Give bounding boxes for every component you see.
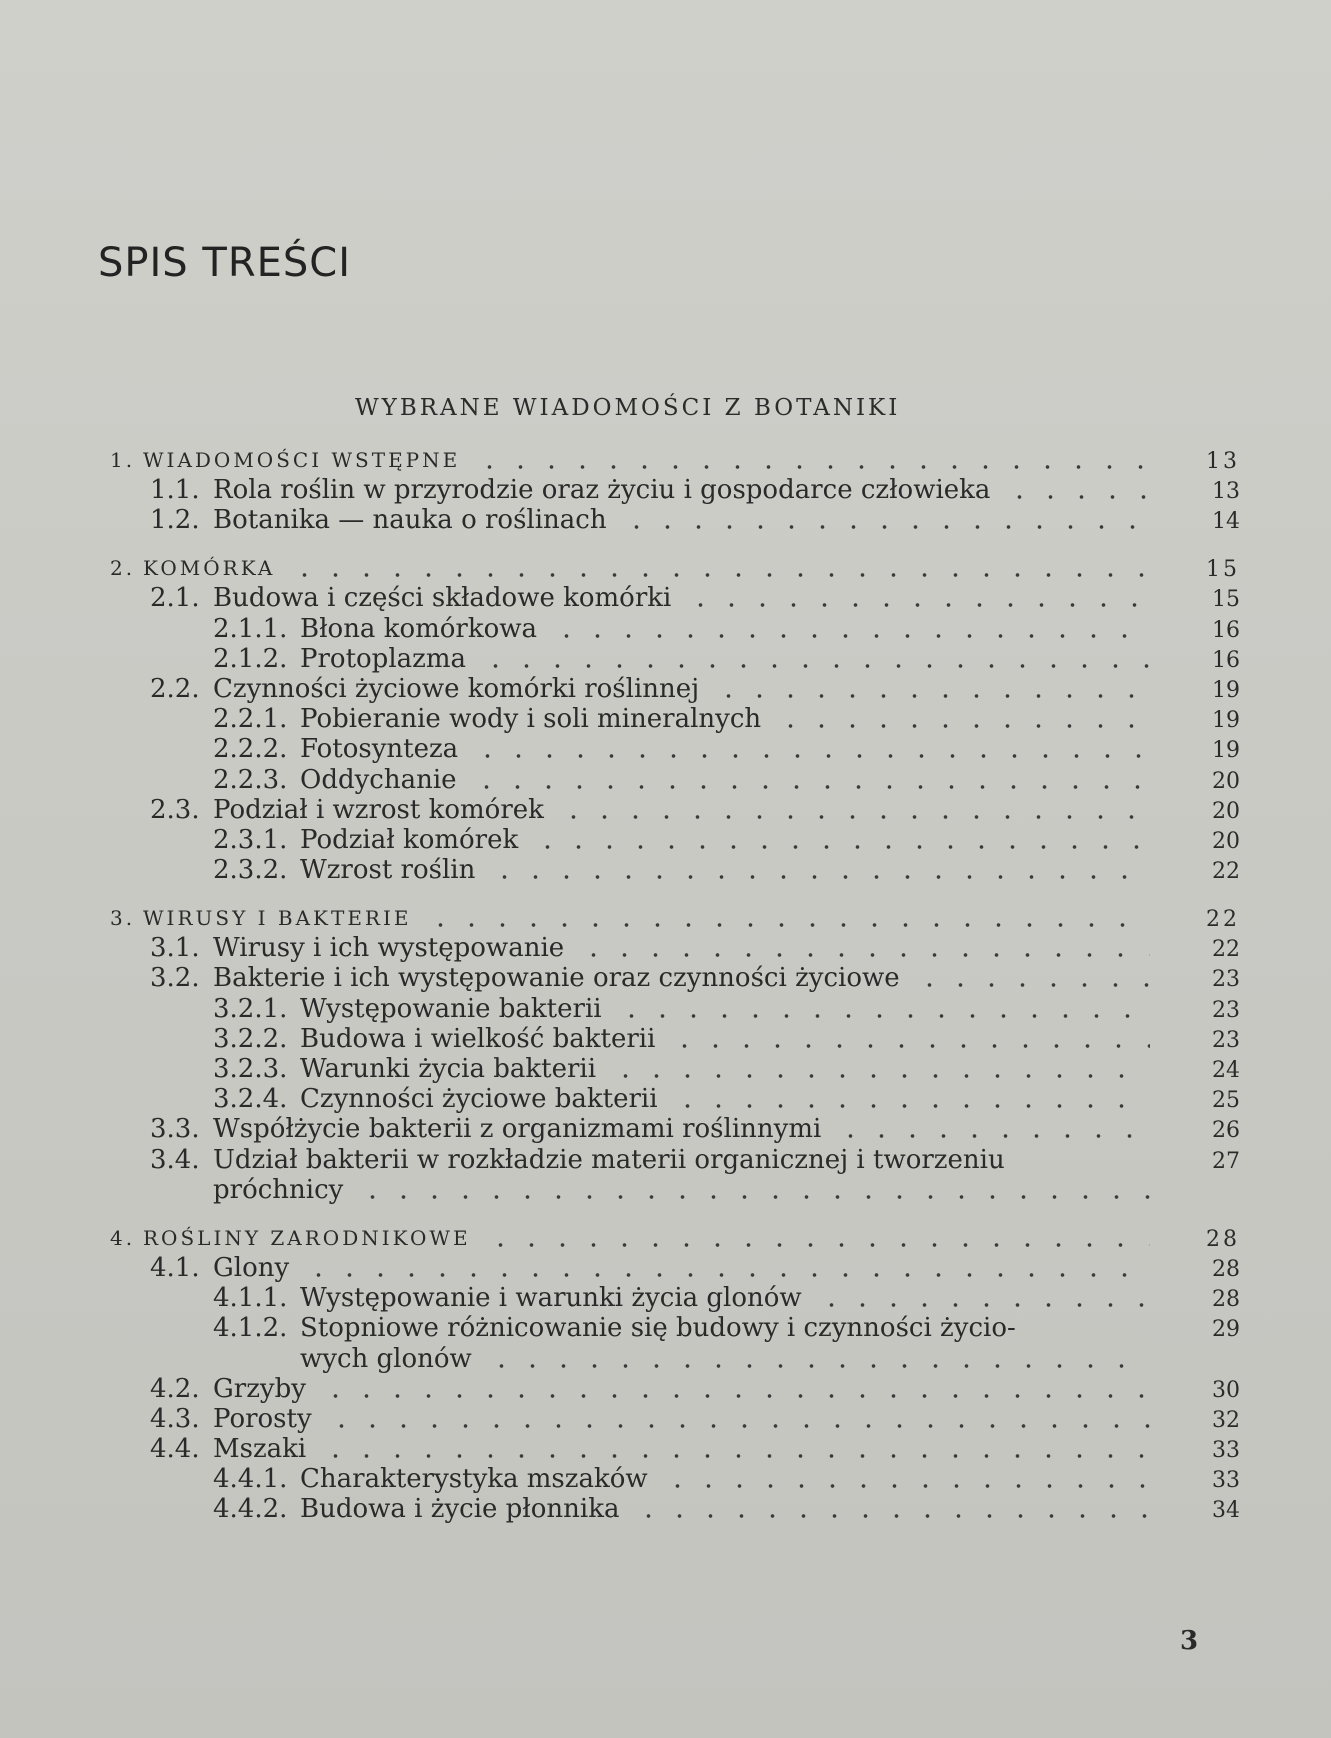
entry-number: 3.1. [150,933,200,964]
toc-entry [110,795,1240,825]
entry-page: 32 [1212,1407,1240,1433]
dot-leader [489,875,1150,879]
entry-page: 28 [1212,1256,1240,1282]
dot-leader [685,603,1150,607]
toc-entry [110,963,1240,993]
entry-number: 3. [110,906,136,931]
entry-number: 1.2. [150,505,200,536]
dot-leader [303,1273,1150,1277]
toc-entry [110,1283,1240,1313]
dot-leader [1004,495,1150,499]
toc-entry [110,1494,1240,1524]
entry-title: Botanika — nauka o roślinach [213,505,607,536]
entry-page: 22 [1206,907,1240,933]
entry-title: Protoplazma [300,643,466,674]
entry-title: Glony [213,1252,290,1283]
entry-number: 4.1.2. [213,1313,288,1344]
entry-number: 2.2.2. [213,734,288,765]
entry-title: WIADOMOŚCI WSTĘPNE [143,448,461,472]
entry-number: 4.4.1. [213,1464,288,1495]
entry-number: 4.4. [150,1434,200,1465]
entry-page: 28 [1206,1226,1240,1252]
entry-page: 20 [1212,768,1240,794]
dot-leader [914,983,1150,987]
entry-page: 13 [1212,479,1240,504]
entry-page: 22 [1212,937,1240,963]
entry-title: Pobieranie wody i soli mineralnych [300,704,762,735]
entry-title: Podział i wzrost komórek [213,794,544,825]
entry-page: 24 [1212,1058,1240,1083]
entry-page: 19 [1212,708,1240,734]
entry-number: 3.2. [150,963,200,994]
entry-title: Podział komórek [300,824,519,855]
entry-number: 2.2.1. [213,704,288,735]
toc-entry [110,855,1240,885]
entry-title: Budowa i życie płonnika [300,1494,620,1525]
entry-number: 4.3. [150,1403,200,1434]
entry-page: 19 [1212,677,1240,703]
dot-leader [616,1014,1150,1018]
entry-page: 16 [1212,647,1240,673]
toc-entry [110,765,1240,795]
entry-number: 2.1.2. [213,643,288,674]
part-title: WYBRANE WIADOMOŚCI Z BOTANIKI [355,395,901,421]
dot-leader [610,1074,1150,1078]
entry-title: Warunki życia bakterii [300,1054,597,1084]
entry-title: Bakterie i ich występowanie oraz czynności życiowe [213,963,900,994]
dot-leader [672,1104,1150,1108]
entry-title: ROŚLINY ZARODNIKOWE [143,1225,471,1250]
entry-number: 2.3.1. [213,824,288,855]
entry-page: 23 [1212,1027,1240,1053]
page-number: 3 [1180,1626,1199,1656]
dot-leader [320,1454,1150,1458]
entry-number: 4. [110,1225,136,1250]
toc-entry-continuation [110,1175,1240,1205]
entry-number: 4.2. [150,1373,200,1404]
entry-title: Grzyby [213,1373,306,1404]
entry-page: 14 [1212,509,1240,535]
dot-leader [474,465,1150,469]
entry-title: Oddychanie [300,764,457,795]
entry-page: 15 [1206,557,1240,583]
dot-leader [480,664,1150,668]
entry-number: 1.1. [150,475,200,505]
entry-page: 27 [1212,1148,1240,1174]
entry-page: 19 [1212,738,1240,764]
entry-title: KOMÓRKA [143,556,276,581]
dot-leader [320,1394,1150,1398]
entry-number: 2.1.1. [213,613,288,644]
toc-chapter [110,1223,1240,1253]
toc-entry [110,505,1240,535]
dot-leader [326,1424,1150,1428]
dot-leader [357,1195,1150,1199]
entry-page: 30 [1212,1377,1240,1403]
toc-entry [110,614,1240,644]
entry-page: 23 [1212,967,1240,993]
entry-title: Wirusy i ich występowanie [213,933,565,964]
toc-entry [110,1464,1240,1494]
entry-page: 29 [1212,1317,1240,1343]
entry-number: 3.2.2. [213,1023,288,1054]
entry-title: Błona komórkowa [300,613,538,644]
entry-page: 33 [1212,1438,1240,1464]
entry-number: 2. [110,556,136,581]
entry-page: 23 [1212,997,1240,1023]
toc-entry [110,1054,1240,1084]
toc-chapter [110,445,1240,475]
entry-number: 1. [110,448,136,472]
entry-title: Fotosynteza [300,734,459,765]
dot-leader [486,1364,1150,1368]
dot-leader [633,1514,1150,1518]
entry-title: Czynności życiowe komórki roślinnej [213,673,700,704]
toc-entry [110,1253,1240,1283]
dot-leader [425,923,1150,927]
dot-leader [713,694,1150,698]
toc-entry [110,1404,1240,1434]
entry-number: 4.4.2. [213,1494,288,1525]
toc-entry [110,1024,1240,1054]
dot-leader [471,785,1150,789]
entry-page: 25 [1212,1088,1240,1114]
toc-entry [110,704,1240,734]
entry-title: Występowanie i warunki życia glonów [300,1283,802,1314]
entry-title: Mszaki [213,1434,307,1465]
entry-title-continuation: próchnicy [213,1174,344,1205]
entry-title: Rola roślin w przyrodzie oraz życiu i gospodarce człowieka [213,475,991,505]
entry-title: Udział bakterii w rozkładzie materii organicznej i tworzeniu [213,1144,1005,1175]
entry-number: 2.1. [150,583,200,614]
entry-title: Czynności życiowe bakterii [300,1084,658,1115]
toc-entry [110,1145,1240,1175]
entry-number: 3.2.4. [213,1084,288,1115]
entry-title: Stopniowe różnicowanie się budowy i czynności życio- [300,1313,1016,1344]
entry-number: 3.3. [150,1114,200,1145]
entry-page: 16 [1212,617,1240,643]
entry-page: 22 [1212,859,1240,885]
toc-entry [110,1313,1240,1343]
entry-page: 15 [1212,587,1240,613]
toc-chapter [110,903,1240,933]
entry-page: 33 [1212,1468,1240,1494]
dot-leader [816,1303,1150,1307]
dot-leader [289,573,1150,577]
toc-chapter [110,553,1240,583]
toc-entry [110,583,1240,613]
toc-entry [110,1434,1240,1464]
entry-title: Budowa i wielkość bakterii [300,1023,656,1054]
dot-leader [662,1484,1150,1488]
table-of-contents [110,445,1240,1525]
dot-leader [621,525,1150,529]
entry-title: Budowa i części składowe komórki [213,583,672,614]
toc-entry [110,933,1240,963]
dot-leader [775,724,1150,728]
entry-page: 34 [1212,1498,1240,1524]
dot-leader [532,845,1150,849]
dot-leader [669,1044,1150,1048]
entry-title: WIRUSY I BAKTERIE [143,906,412,931]
dot-leader [558,815,1150,819]
entry-title: Charakterystyka mszaków [300,1464,648,1495]
dot-leader [578,953,1150,957]
entry-page: 13 [1206,449,1240,474]
toc-entry [110,994,1240,1024]
entry-title: Wzrost roślin [300,855,476,886]
entry-title: Współżycie bakterii z organizmami roślinnymi [213,1114,822,1145]
entry-title: Występowanie bakterii [300,993,602,1024]
toc-entry [110,1114,1240,1144]
toc-entry [110,674,1240,704]
toc-entry [110,1084,1240,1114]
entry-number: 2.2.3. [213,764,288,795]
dot-leader [551,634,1150,638]
page-title: SPIS TREŚCI [98,240,352,286]
dot-leader [835,1134,1150,1138]
dot-leader [485,1243,1150,1247]
entry-page: 20 [1212,828,1240,854]
toc-entry [110,475,1240,505]
entry-number: 3.2.1. [213,993,288,1024]
entry-page: 28 [1212,1287,1240,1313]
toc-entry-continuation [110,1344,1240,1374]
dot-leader [472,754,1150,758]
entry-number: 3.4. [150,1144,200,1175]
toc-entry [110,1374,1240,1404]
entry-title-continuation: wych glonów [300,1343,472,1374]
entry-number: 4.1.1. [213,1283,288,1314]
entry-page: 20 [1212,798,1240,824]
toc-entry [110,734,1240,764]
toc-entry [110,825,1240,855]
toc-entry [110,644,1240,674]
entry-number: 2.2. [150,673,200,704]
entry-number: 3.2.3. [213,1054,288,1084]
entry-number: 2.3.2. [213,855,288,886]
entry-number: 2.3. [150,794,200,825]
entry-page: 26 [1212,1118,1240,1144]
entry-title: Porosty [213,1403,312,1434]
entry-number: 4.1. [150,1252,200,1283]
